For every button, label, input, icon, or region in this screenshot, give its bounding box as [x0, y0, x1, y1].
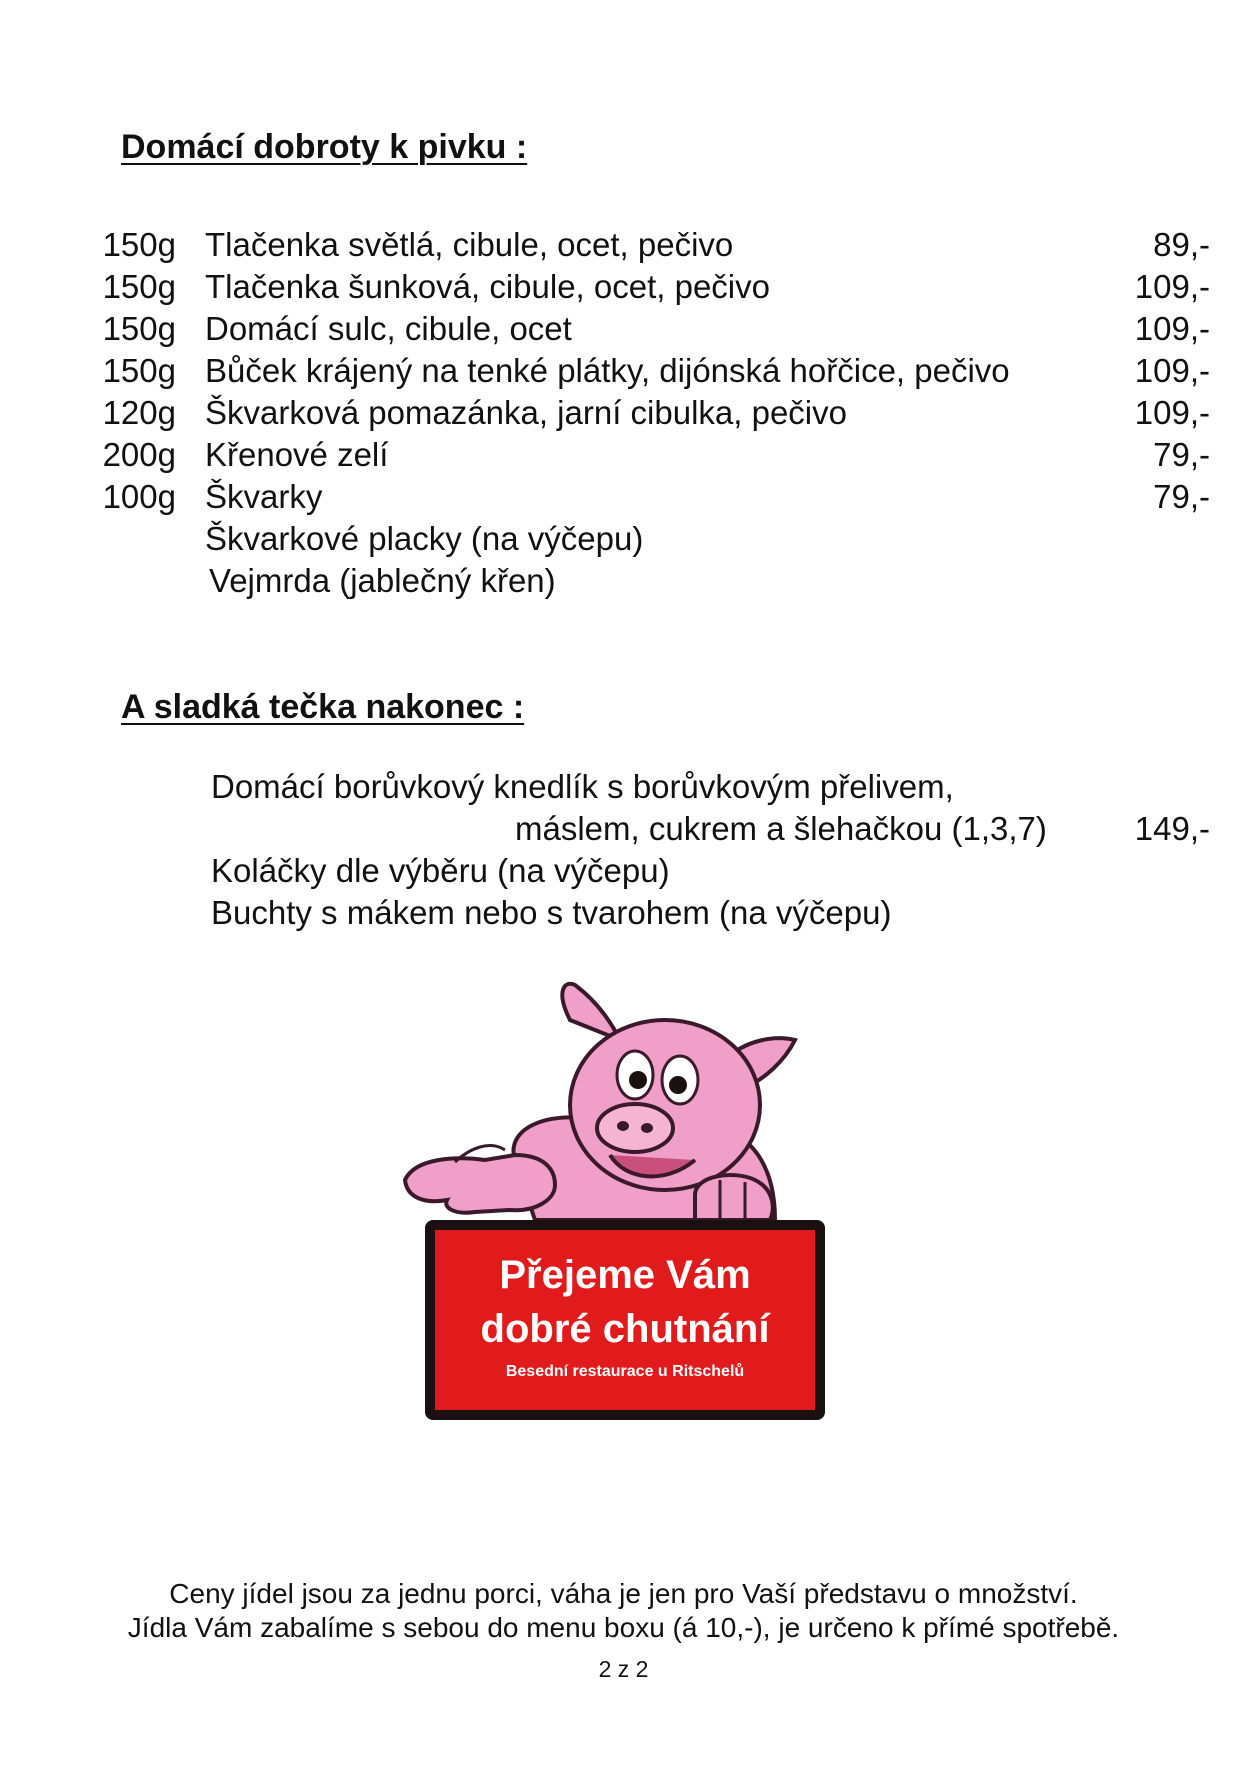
page-number: 2 z 2: [598, 1656, 649, 1682]
footer-note-1: Ceny jídel jsou za jednu porci, váha je jen pro Vaší představu o množství.: [169, 1578, 1078, 1609]
item-name: Škvarková pomazánka, jarní cibulka, pečivo: [205, 394, 847, 431]
section-heading-beer-snacks: Domácí dobroty k pivku :: [121, 128, 528, 166]
item-weight: 100g: [102, 478, 176, 515]
dessert-item-line: máslem, cukrem a šlehačkou (1,3,7): [515, 810, 1047, 847]
section-heading-desserts: A sladká tečka nakonec :: [121, 688, 525, 726]
item-weight: 120g: [102, 394, 176, 431]
pig-restaurant-logo: [395, 980, 855, 1435]
dessert-item: Buchty s mákem nebo s tvarohem (na výčepu): [211, 894, 892, 931]
menu-item: [90, 478, 1210, 520]
item-price: 89,-: [1153, 226, 1210, 263]
menu-item: [90, 352, 1210, 394]
menu-item: [90, 226, 1210, 268]
item-name: Tlačenka světlá, cibule, ocet, pečivo: [205, 226, 734, 263]
item-name: Křenové zelí: [205, 436, 389, 473]
menu-item: [90, 520, 1210, 562]
item-name: Bůček krájený na tenké plátky, dijónská hořčice, pečivo: [205, 352, 1010, 389]
item-weight: 150g: [102, 226, 176, 263]
item-name: Domácí sulc, cibule, ocet: [205, 310, 572, 347]
item-weight: 150g: [102, 352, 176, 389]
item-weight: 150g: [102, 310, 176, 347]
item-price: 109,-: [1134, 352, 1210, 389]
dessert-item-line: Domácí borůvkový knedlík s borůvkovým přelivem,: [211, 768, 954, 805]
item-name: Škvarkové placky (na výčepu): [205, 520, 644, 557]
item-name: Tlačenka šunková, cibule, ocet, pečivo: [205, 268, 770, 305]
menu-item: [90, 310, 1210, 352]
item-price: 109,-: [1134, 268, 1210, 305]
menu-item: [90, 394, 1210, 436]
item-price: 109,-: [1134, 394, 1210, 431]
menu-item: [90, 436, 1210, 478]
footer-note-2: Jídla Vám zabalíme s sebou do menu boxu (á 10,-), je určeno k přímé spotřebě.: [127, 1612, 1120, 1643]
menu-item: [90, 268, 1210, 310]
dessert-item-price: 149,-: [1134, 810, 1210, 847]
item-name: Vejmrda (jablečný křen): [209, 562, 556, 599]
item-weight: 200g: [102, 436, 176, 473]
logo-line-2: dobré chutnání: [480, 1307, 770, 1351]
menu-item: [90, 562, 1210, 604]
item-price: 109,-: [1134, 310, 1210, 347]
dessert-item: Koláčky dle výběru (na výčepu): [211, 852, 670, 889]
item-price: 79,-: [1153, 436, 1210, 473]
item-price: 79,-: [1153, 478, 1210, 515]
logo-line-3: Besední restaurace u Ritschelů: [505, 1363, 745, 1380]
item-weight: 150g: [102, 268, 176, 305]
item-name: Škvarky: [205, 478, 323, 515]
logo-line-1: Přejeme Vám: [499, 1253, 751, 1297]
